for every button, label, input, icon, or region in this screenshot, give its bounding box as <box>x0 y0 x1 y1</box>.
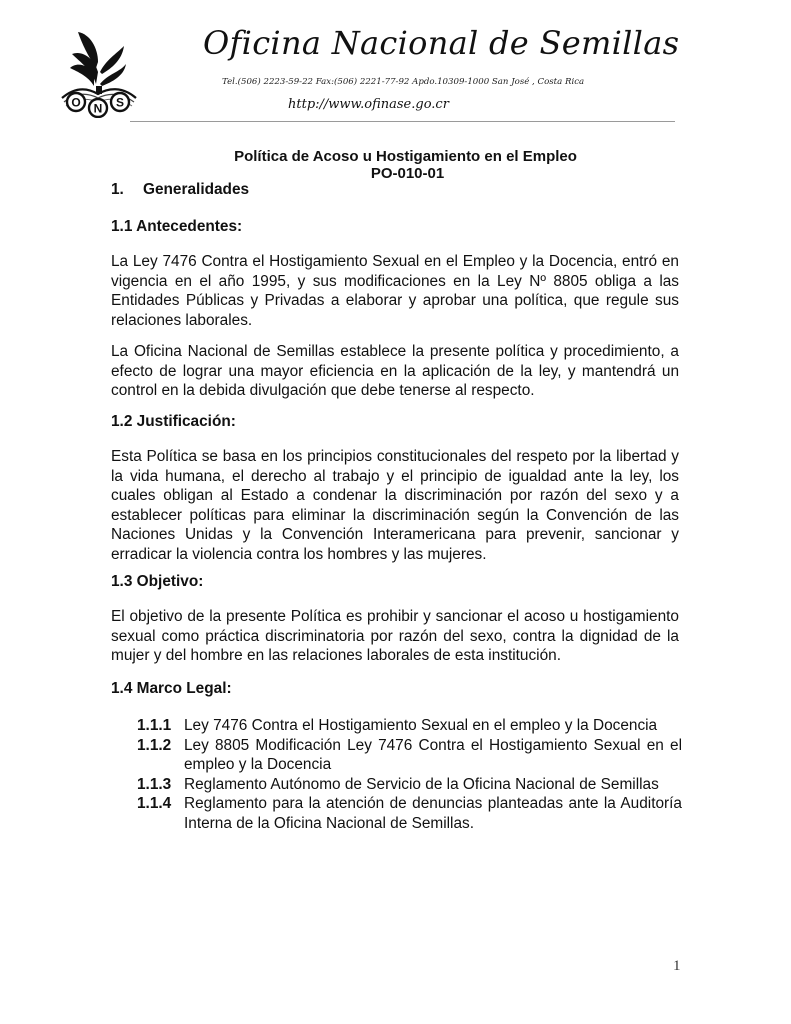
list-item-text: Reglamento Autónomo de Servicio de la Oficina Nacional de Semillas <box>184 775 659 793</box>
list-item-text: Ley 8805 Modificación Ley 7476 Contra el Hostigamiento Sexual en el empleo y la Docencia <box>184 736 682 773</box>
header-divider <box>130 121 675 122</box>
logo-letter-o: O <box>71 95 81 110</box>
organization-name: Oficina Nacional de Semillas <box>203 24 680 62</box>
list-item <box>137 716 682 736</box>
paragraph-objetivo: El objetivo de la presente Política es prohibir y sancionar el acoso u hostigamiento sexual como práctica discriminatoria por razón del sexo, contra la dignidad de la mujer y del hombre en las relaciones laborales de esta institución. <box>111 608 679 664</box>
legal-framework-list <box>137 716 682 833</box>
paragraph-antecedentes-2: La Oficina Nacional de Semillas establece la presente política y procedimiento, a efecto de lograr una mayor eficiencia en la aplicación de la ley, y mantendrá un control en la debida divulgación que debe tenerse al respecto. <box>111 343 679 399</box>
paragraph-antecedentes-1: La Ley 7476 Contra el Hostigamiento Sexual en el Empleo y la Docencia, entró en vigencia en el año 1995, y sus modificaciones en la Ley Nº 8805 obliga a las Entidades Públicas y Privadas a elaborar y aprobar una política, que regule sus relaciones laborales. <box>111 253 679 329</box>
list-item <box>137 736 682 775</box>
paragraph-justificacion: Esta Política se basa en los principios constitucionales del respeto por la libertad y la vida humana, el derecho al trabajo y el principio de igualdad ante la ley, los cuales obligan al Estado a condenar la discriminación por razón del sexo y a establecer políticas para eliminar la discriminación según la Convención de las Naciones Unidas y la Convención Interamericana para prevenir, sancionar y erradicar la violencia contra los hombres y las mujeres. <box>111 448 679 563</box>
heading-justificacion: 1.2 Justificación: <box>111 413 236 430</box>
website-link[interactable]: http://www.ofinase.go.cr <box>288 97 449 112</box>
section-title: Generalidades <box>143 181 250 198</box>
seed-plant-logo-icon <box>58 28 138 118</box>
logo-letter-s: S <box>115 95 125 110</box>
list-item-number: 1.1.2 <box>137 736 172 754</box>
page-number: 1 <box>673 958 681 974</box>
list-item <box>137 794 682 833</box>
list-item-number: 1.1.1 <box>137 717 172 734</box>
heading-marco-legal: 1.4 Marco Legal: <box>111 680 232 697</box>
section-number: 1. <box>111 181 124 198</box>
heading-antecedentes: 1.1 Antecedentes: <box>111 218 243 235</box>
list-item-number: 1.1.4 <box>137 795 172 812</box>
list-item-text: Ley 7476 Contra el Hostigamiento Sexual en el empleo y la Docencia <box>184 717 658 734</box>
document-code: PO-010-01 <box>370 165 445 182</box>
contact-info: Tel.(506) 2223-59-22 Fax:(506) 2221-77-92 Apdo.10309-1000 San José , Costa Rica <box>222 77 585 87</box>
document-title: Política de Acoso u Hostigamiento en el Empleo <box>234 148 577 165</box>
heading-objetivo: 1.3 Objetivo: <box>111 573 204 590</box>
logo-letter-n: N <box>93 101 103 116</box>
section-heading-generalidades <box>111 181 249 199</box>
list-item <box>137 775 682 795</box>
list-item-number: 1.1.3 <box>137 775 172 793</box>
list-item-text: Reglamento para la atención de denuncias planteadas ante la Auditoría Interna de la Oficina Nacional de Semillas. <box>184 795 682 832</box>
